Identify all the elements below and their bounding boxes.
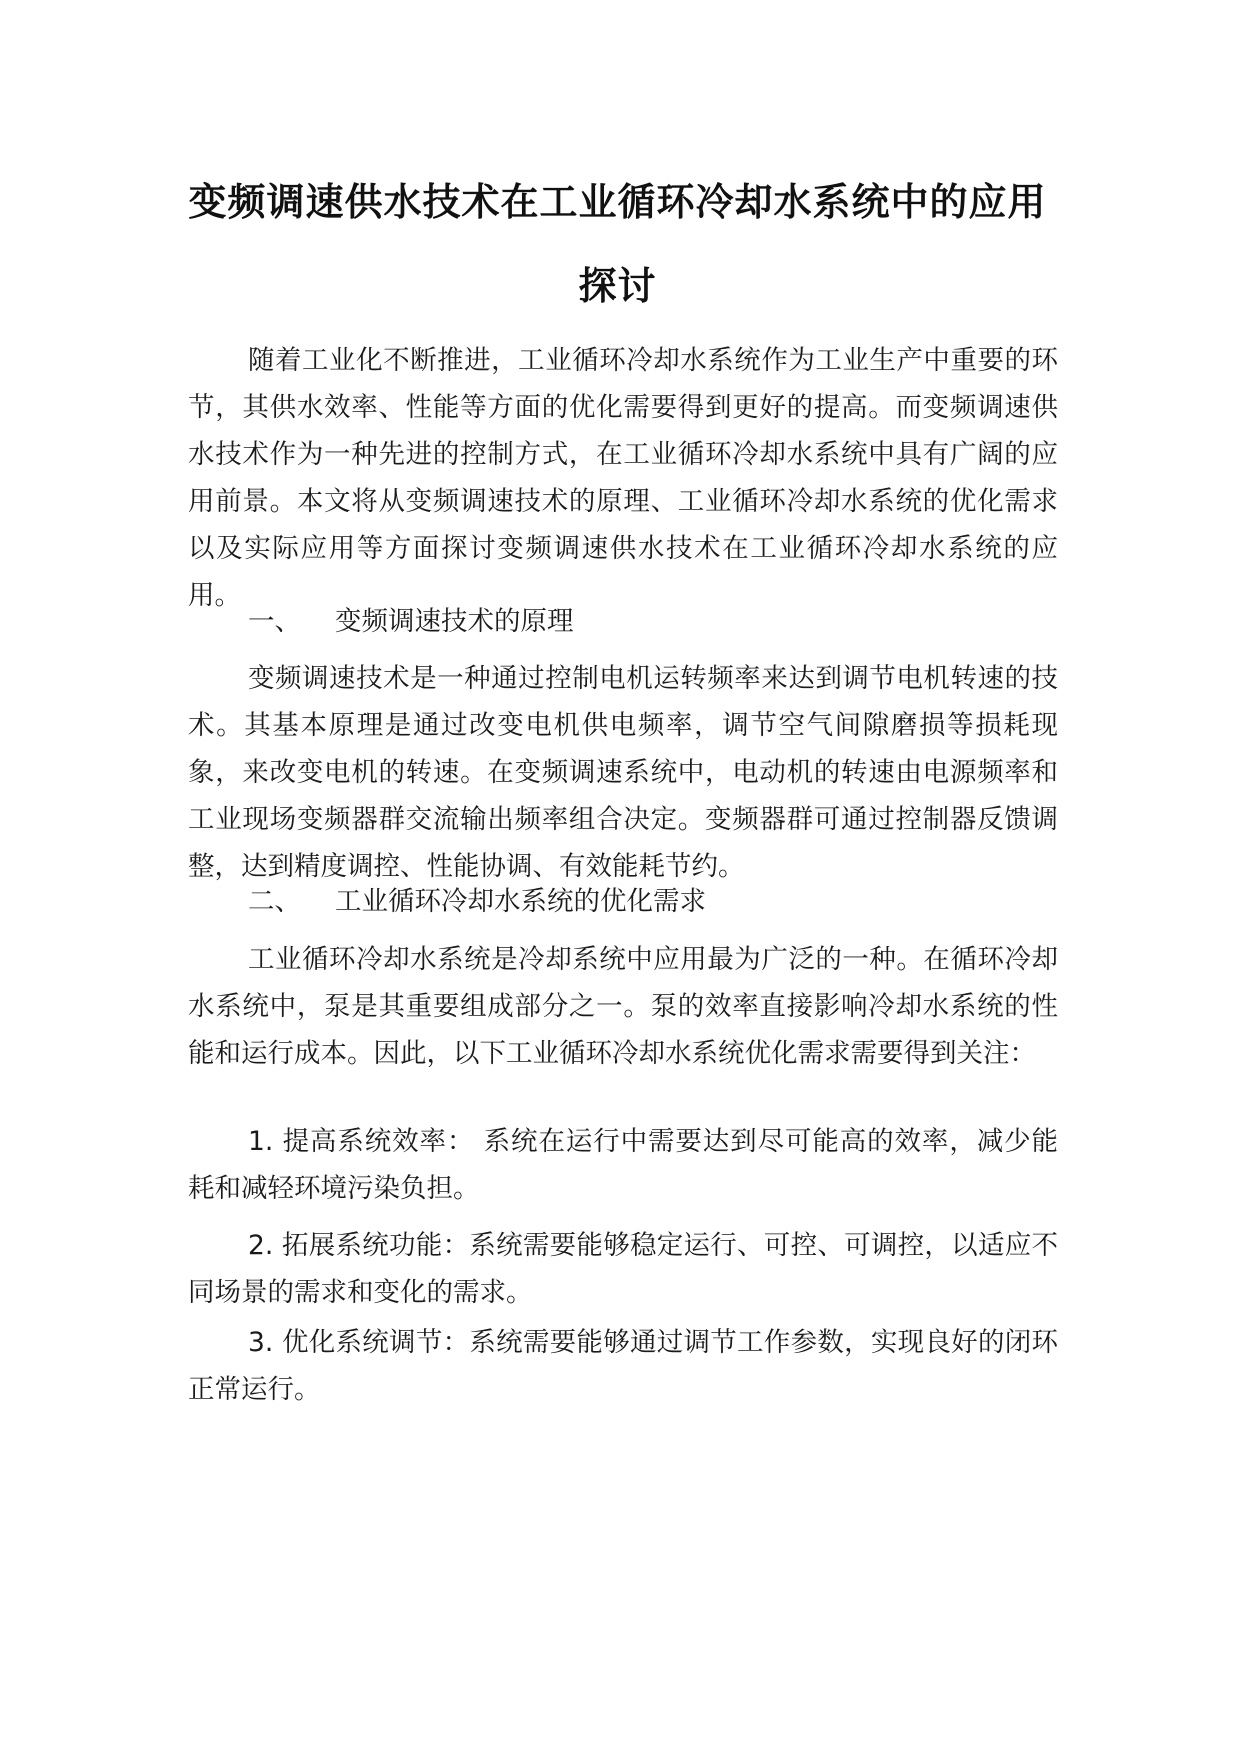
intro-paragraph: 随着工业化不断推进，工业循环冷却水系统作为工业生产中重要的环节，其供水效率、性能等方面的优化需要得到更好的提高。而变频调速供水技术作为一种先进的控制方式，在工业循环冷却水系统中具有广阔的应用前景。本文将从变频调速技术的原理、工业循环冷却水系统的优化需求以及实际应用等方面探讨变频调速供水技术在工业循环冷却水系统的应用。	[188, 345, 1058, 611]
list-item: 3. 优化系统调节：系统需要能够通过调节工作参数，实现良好的闭环正常运行。	[188, 1327, 1058, 1405]
document-title-line-2: 探讨	[578, 264, 657, 308]
section-1-paragraph: 变频调速技术是一种通过控制电机运转频率来达到调节电机转速的技术。其基本原理是通过改变电机供电频率，调节空气间隙磨损等损耗现象，来改变电机的转速。在变频调速系统中，电动机的转速由电源频率和工业现场变频器群交流输出频率组合决定。变频器群可通过控制器反馈调整，达到精度调控、性能协调、有效能耗节约。	[188, 663, 1058, 882]
document-title-line-1: 变频调速供水技术在工业循环冷却水系统中的应用	[188, 180, 1047, 224]
section-2-title: 工业循环冷却水系统的优化需求	[335, 886, 706, 917]
section-2-paragraph: 工业循环冷却水系统是冷却系统中应用最为广泛的一种。在循环冷却水系统中，泵是其重要组成部分之一。泵的效率直接影响冷却水系统的性能和运行成本。因此，以下工业循环冷却水系统优化需求需要得到关注：	[188, 944, 1058, 1069]
section-1-heading	[248, 598, 574, 645]
list-item: 1. 提高系统效率： 系统在运行中需要达到尽可能高的效率，减少能耗和减轻环境污染负担。	[188, 1126, 1058, 1204]
section-2-number: 二、	[248, 886, 301, 917]
section-1-number: 一、	[248, 606, 301, 637]
section-1-title: 变频调速技术的原理	[335, 606, 574, 637]
section-2-heading	[248, 878, 706, 925]
list-item: 2. 拓展系统功能：系统需要能够稳定运行、可控、可调控，以适应不同场景的需求和变化的需求。	[188, 1230, 1058, 1308]
